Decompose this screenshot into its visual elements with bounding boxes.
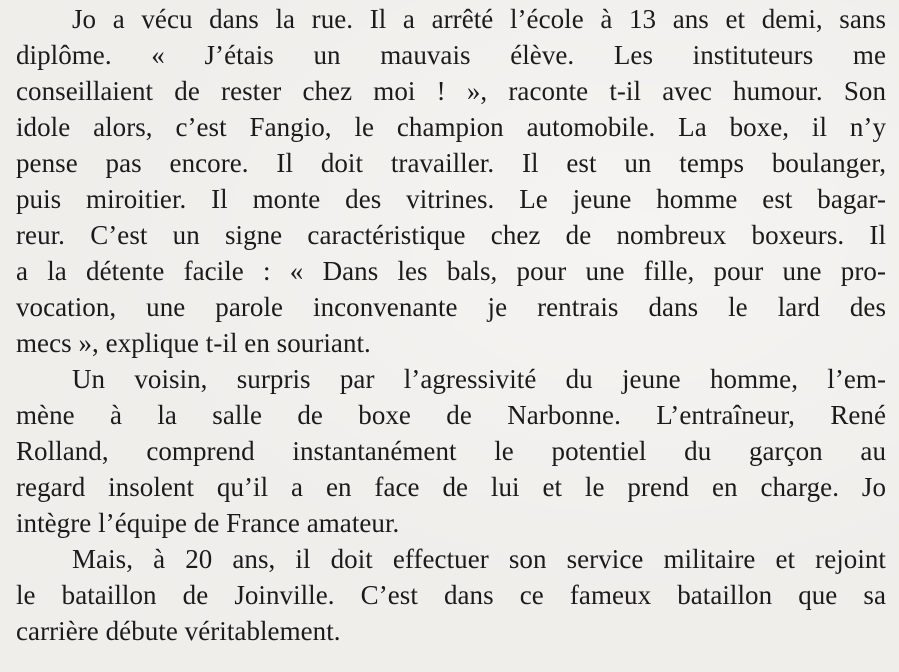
- text-line: regard insolent qu’il a en face de lui et le prend en charge. Jo: [16, 472, 886, 502]
- text-line: mène à la salle de boxe de Narbonne. L’entraîneur, René: [16, 400, 886, 430]
- text-line: conseillaient de rester chez moi ! », raconte t-il avec humour. Son: [16, 76, 886, 106]
- text-line: pense pas encore. Il doit travailler. Il est un temps boulanger,: [16, 148, 886, 178]
- paragraph-2: [16, 361, 886, 541]
- text-line: carrière débute véritablement.: [16, 616, 341, 646]
- text-line: Un voisin, surpris par l’agressivité du jeune homme, l’em-: [72, 364, 886, 394]
- text-line: idole alors, c’est Fangio, le champion automobile. La boxe, il n’y: [16, 112, 886, 142]
- body-text: [16, 1, 886, 649]
- text-line: puis miroitier. Il monte des vitrines. Le jeune homme est bagar-: [16, 184, 886, 214]
- text-line: intègre l’équipe de France amateur.: [16, 508, 400, 538]
- text-line: diplôme. « J’étais un mauvais élève. Les instituteurs me: [16, 40, 886, 70]
- text-line: vocation, une parole inconvenante je rentrais dans le lard des: [16, 292, 886, 322]
- text-line: reur. C’est un signe caractéristique chez de nombreux boxeurs. Il: [16, 220, 886, 250]
- text-line: le bataillon de Joinville. C’est dans ce fameux bataillon que sa: [16, 580, 886, 610]
- paragraph-1: [16, 1, 886, 361]
- paragraph-3: [16, 541, 886, 649]
- text-line: a la détente facile : « Dans les bals, pour une fille, pour une pro-: [16, 256, 886, 286]
- text-line: Rolland, comprend instantanément le potentiel du garçon au: [16, 436, 886, 466]
- text-line: Mais, à 20 ans, il doit effectuer son service militaire et rejoint: [72, 544, 886, 574]
- text-line: mecs », explique t-il en souriant.: [16, 328, 371, 358]
- text-line: Jo a vécu dans la rue. Il a arrêté l’école à 13 ans et demi, sans: [72, 4, 886, 34]
